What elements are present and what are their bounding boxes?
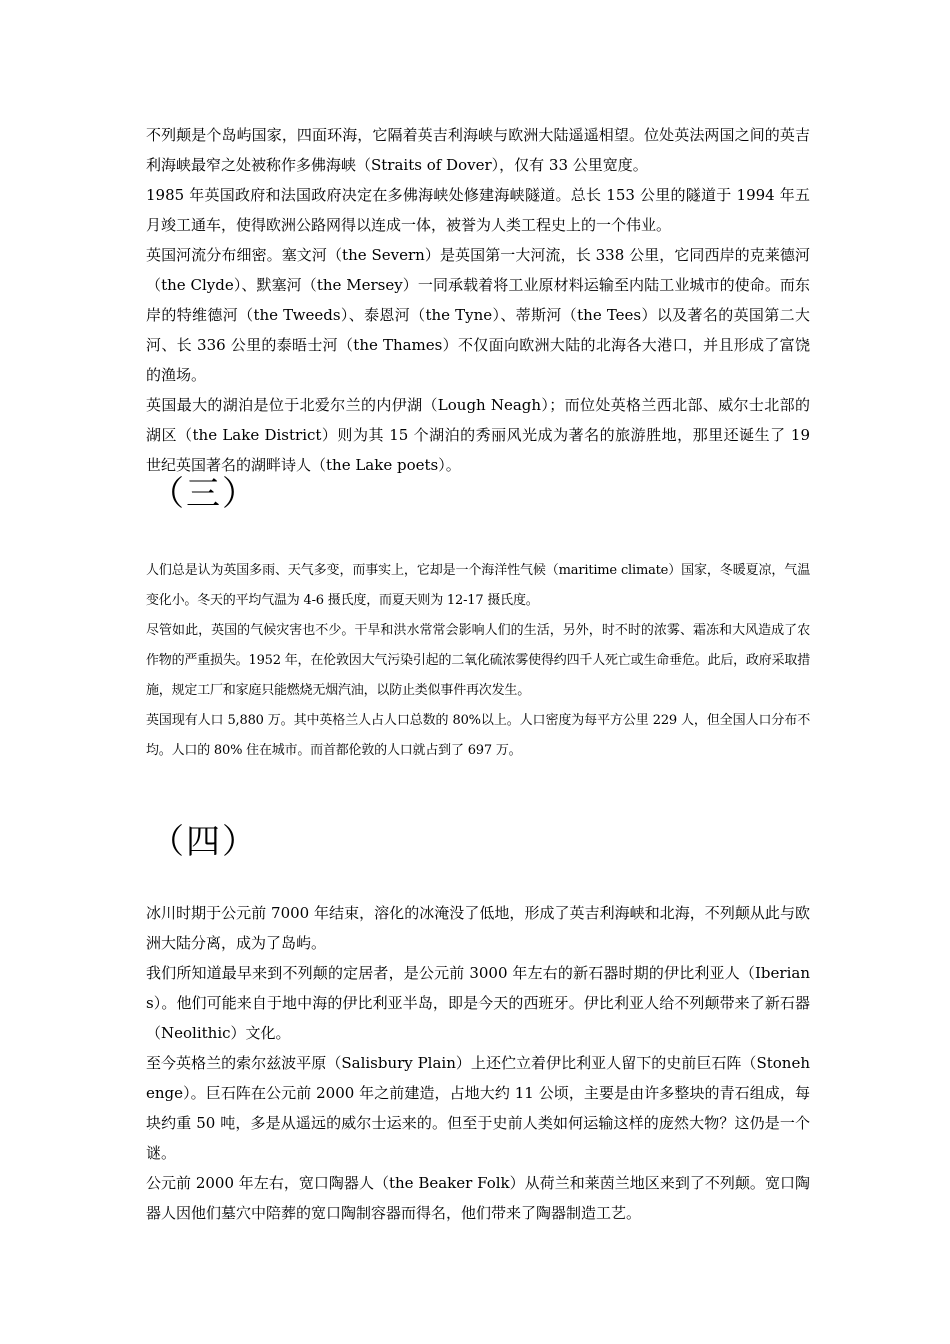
section-heading: （三）: [150, 474, 258, 514]
paragraph: 1985 年英国政府和法国政府决定在多佛海峡处修建海峡隧道。总长 153 公里的隧道于 1994 年五月竣工通车，使得欧洲公路网得以连成一体，被誉为人类工程史上的一个伟业。: [146, 186, 810, 234]
paragraph: 尽管如此，英国的气候灾害也不少。干旱和洪水常常会影响人们的生活，另外，时不时的浓雾、霜冻和大风造成了农作物的严重损失。1952 年，在伦敦因大气污染引起的二氧化硫浓雾使得约四千人死亡或生命垂危。此后，政府采取措施，规定工厂和家庭只能燃烧无烟汽油，以防止类似事件再次发生。: [146, 623, 810, 698]
paragraph: 英国河流分布细密。塞文河（the Severn）是英国第一大河流，长 338 公里，它同西岸的克莱德河（the Clyde）、默塞河（the Mersey）一同承载着将工业原材料运输至内陆工业城市的使命。而东岸的特维德河（the Tweeds）、泰恩河（the Tyne）、蒂斯河（the Tees）以及著名的英国第二大河、长 336 公里的泰晤士河（the Thames）不仅面向欧洲大陆的北海各大港口，并且形成了富饶的渔场。: [146, 246, 810, 384]
section-heading: （四）: [150, 822, 258, 862]
paragraph: 英国现有人口 5,880 万。其中英格兰人占人口总数的 80%以上。人口密度为每平方公里 229 人，但全国人口分布不均。人口的 80% 住在城市。而首都伦敦的人口就占到了 697 万。: [146, 713, 810, 758]
paragraph: 冰川时期于公元前 7000 年结束，溶化的冰淹没了低地，形成了英吉利海峡和北海，不列颠从此与欧洲大陆分离，成为了岛屿。: [146, 904, 810, 952]
paragraph: 人们总是认为英国多雨、天气多变，而事实上，它却是一个海洋性气候（maritime climate）国家，冬暖夏凉，气温变化小。冬天的平均气温为 4-6 摄氏度，而夏天则为 12-17 摄氏度。: [146, 563, 810, 608]
paragraph: 我们所知道最早来到不列颠的定居者，是公元前 3000 年左右的新石器时期的伊比利亚人（Iberians）。他们可能来自于地中海的伊比利亚半岛，即是今天的西班牙。伊比利亚人给不列颠带来了新石器（Neolithic）文化。: [146, 964, 810, 1042]
paragraph: 公元前 2000 年左右，宽口陶器人（the Beaker Folk）从荷兰和莱茵兰地区来到了不列颠。宽口陶器人因他们墓穴中陪葬的宽口陶制容器而得名，他们带来了陶器制造工艺。: [146, 1174, 810, 1222]
paragraph: 英国最大的湖泊是位于北爱尔兰的内伊湖（Lough Neagh）；而位处英格兰西北部、威尔士北部的湖区（the Lake District）则为其 15 个湖泊的秀丽风光成为著名的旅游胜地，那里还诞生了 19 世纪英国著名的湖畔诗人（the Lake poets）。: [146, 396, 810, 474]
paragraph: 不列颠是个岛屿国家，四面环海，它隔着英吉利海峡与欧洲大陆遥遥相望。位处英法两国之间的英吉利海峡最窄之处被称作多佛海峡（Straits of Dover），仅有 33 公里宽度。: [146, 126, 810, 174]
paragraph: 至今英格兰的索尔兹波平原（Salisbury Plain）上还伫立着伊比利亚人留下的史前巨石阵（Stonehenge）。巨石阵在公元前 2000 年之前建造，占地大约 11 公顷，主要是由许多整块的青石组成，每块约重 50 吨，多是从遥远的威尔士运来的。但至于史前人类如何运输这样的庞然大物？这仍是一个谜。: [146, 1054, 810, 1162]
